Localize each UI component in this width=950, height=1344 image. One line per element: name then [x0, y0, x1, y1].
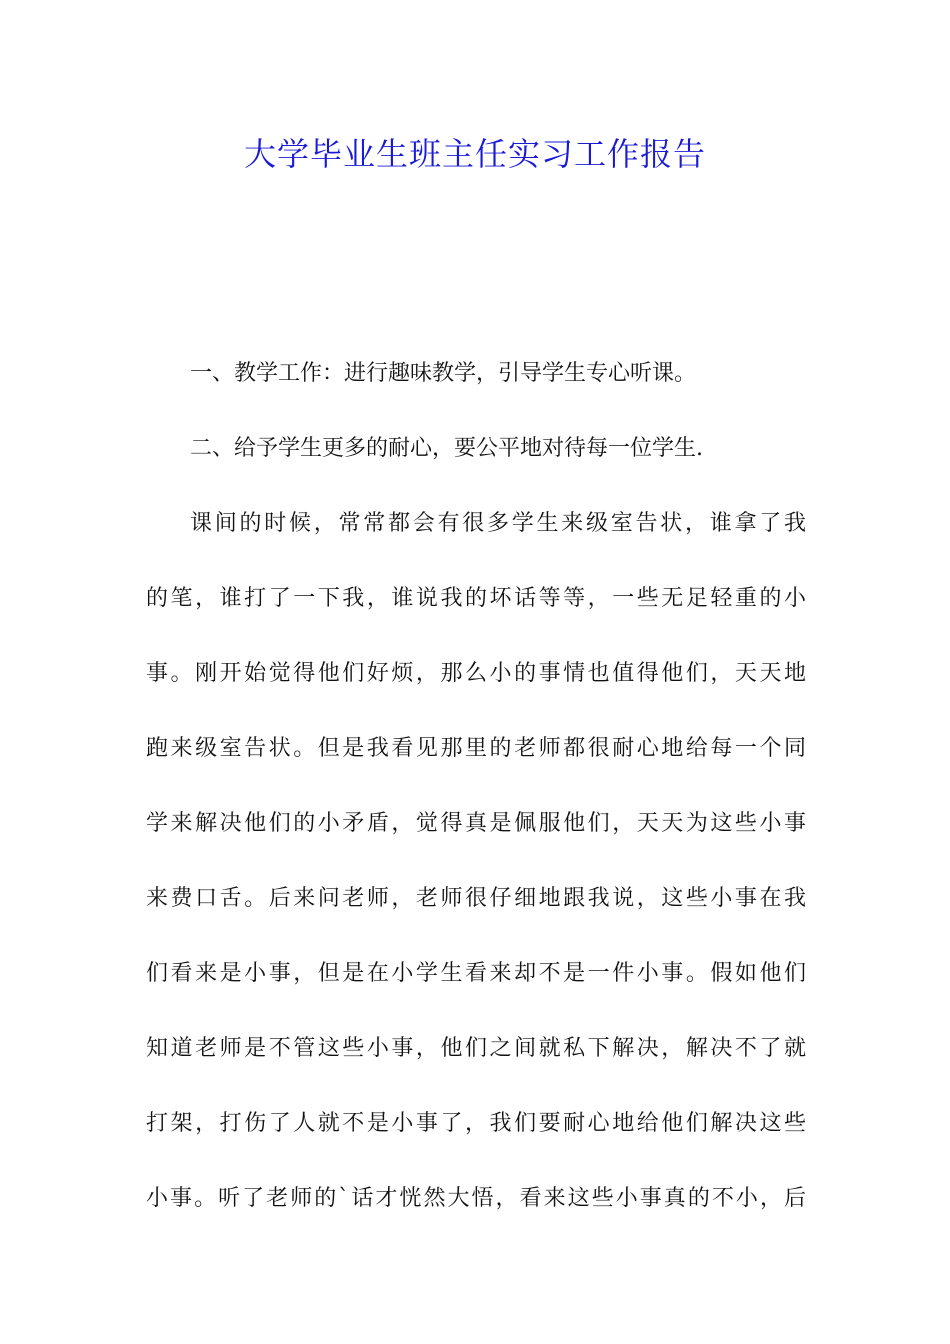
body-line-8: 来费口舌。后来问老师，老师很仔细地跟我说，这些小事在我	[146, 886, 806, 911]
body-line-7: 学来解决他们的小矛盾，觉得真是佩服他们，天天为这些小事	[146, 811, 806, 836]
body-line-4: 的笔，谁打了一下我，谁说我的坏话等等，一些无足轻重的小	[146, 586, 806, 611]
body-line-12: 小事。听了老师的`话才恍然大悟，看来这些小事真的不小，后	[146, 1186, 806, 1211]
document-body	[146, 336, 806, 1236]
body-line-10: 知道老师是不管这些小事，他们之间就私下解决，解决不了就	[146, 1036, 806, 1061]
body-line-9: 们看来是小事，但是在小学生看来却不是一件小事。假如他们	[146, 961, 806, 986]
body-line-6: 跑来级室告状。但是我看见那里的老师都很耐心地给每一个同	[146, 736, 806, 761]
body-line-5: 事。刚开始觉得他们好烦，那么小的事情也值得他们，天天地	[146, 661, 806, 686]
document-title: 大学毕业生班主任实习工作报告	[243, 135, 706, 173]
body-line-1: 一、教学工作：进行趣味教学，引导学生专心听课。	[190, 361, 697, 386]
body-line-11: 打架，打伤了人就不是小事了，我们要耐心地给他们解决这些	[146, 1111, 806, 1136]
body-line-3: 课间的时候，常常都会有很多学生来级室告状，谁拿了我	[190, 511, 806, 536]
body-line-2: 二、给予学生更多的耐心，要公平地对待每一位学生.	[190, 436, 703, 461]
